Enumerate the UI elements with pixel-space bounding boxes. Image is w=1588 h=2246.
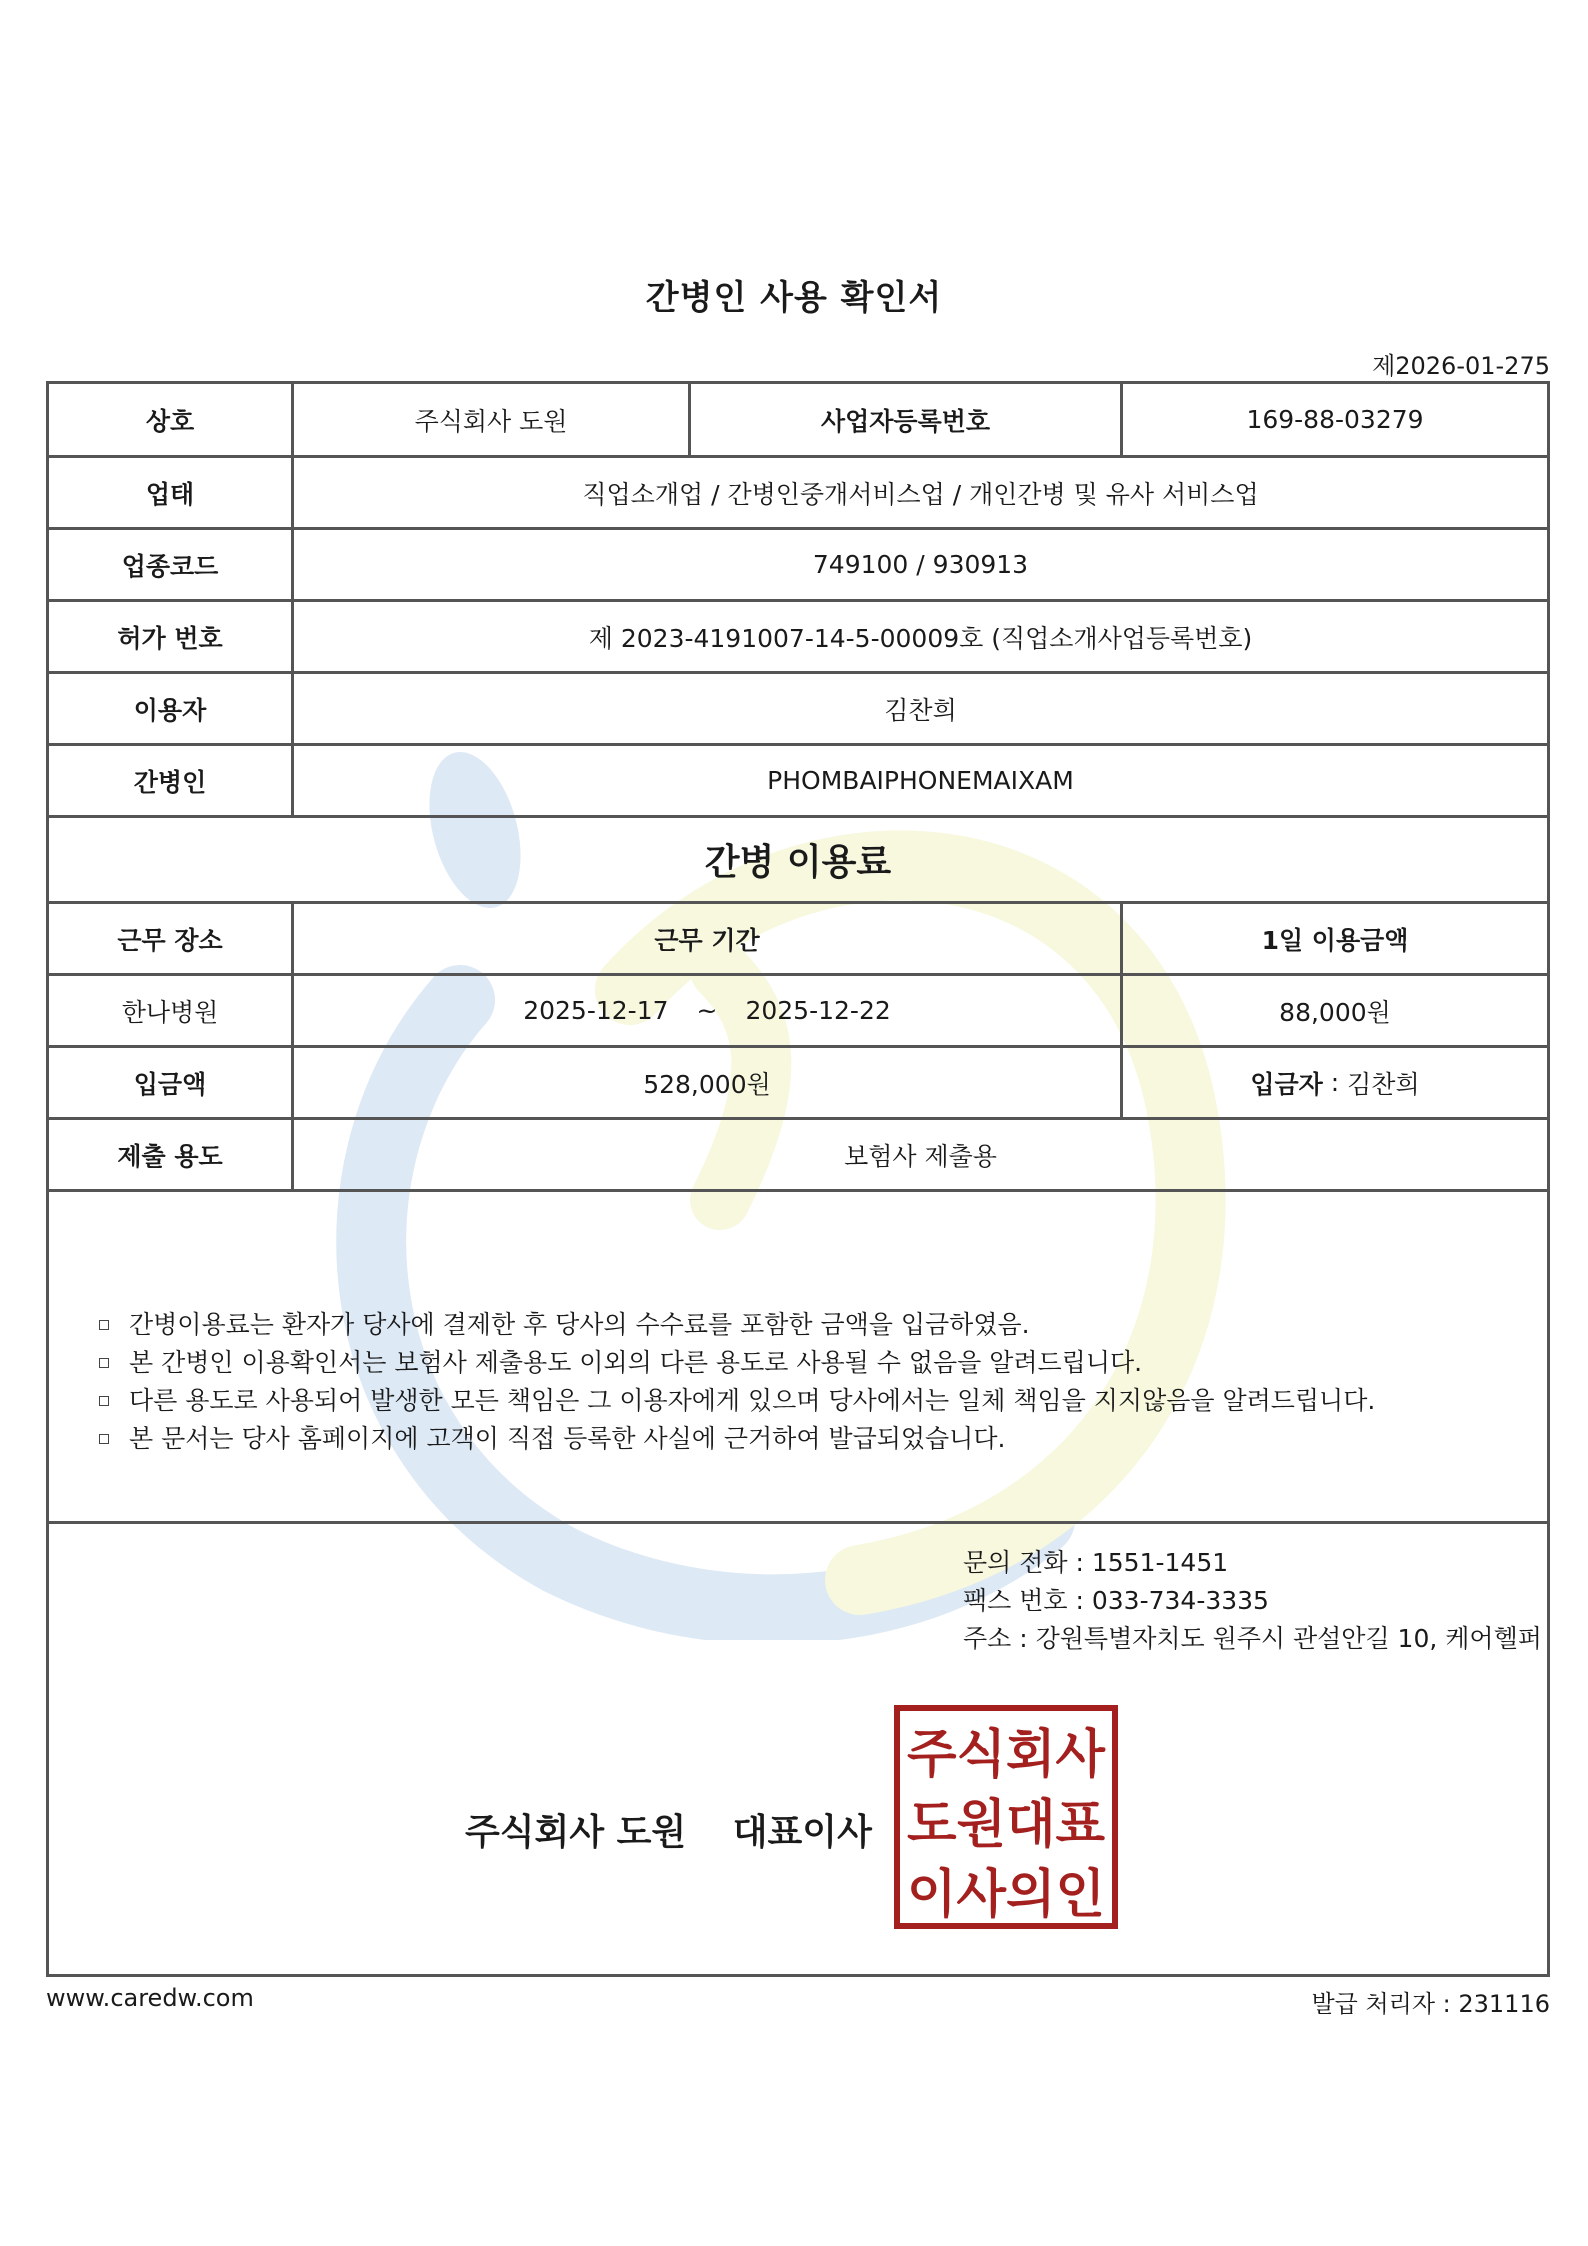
company-row bbox=[49, 384, 1547, 458]
purpose-label: 제출 용도 bbox=[49, 1120, 294, 1189]
purpose-value: 보험사 제출용 bbox=[844, 1141, 997, 1171]
fee-section-title: 간병 이용료 bbox=[704, 842, 892, 883]
note-text: 간병이용료는 환자가 당사에 결제한 후 당사의 수수료를 포함한 금액을 입금하였음. bbox=[129, 1310, 1030, 1339]
note-item bbox=[99, 1382, 1519, 1420]
contact-phone: 문의 전화 : 1551-1451 bbox=[963, 1548, 1229, 1577]
document-number: 제2026-01-275 bbox=[1372, 352, 1550, 380]
business-label: 업태 bbox=[49, 458, 294, 527]
caregiver-value: PHOMBAIPHONEMAIXAM bbox=[767, 766, 1074, 795]
period-value bbox=[294, 976, 1123, 1045]
period-end: 2025-12-22 bbox=[745, 996, 891, 1025]
business-value: 직업소개업 / 간병인중개서비스업 / 개인간병 및 유사 서비스업 bbox=[582, 479, 1259, 509]
code-value: 749100 / 930913 bbox=[812, 550, 1029, 579]
contact-info bbox=[963, 1544, 1542, 1658]
workplace-label: 근무 장소 bbox=[49, 904, 294, 973]
svg-text:이사의인: 이사의인 bbox=[907, 1865, 1105, 1925]
license-label: 허가 번호 bbox=[49, 602, 294, 671]
signer-title: 대표이사 bbox=[732, 1812, 872, 1853]
fee-title-row bbox=[49, 818, 1547, 904]
fee-header-row bbox=[49, 904, 1547, 976]
signer-company: 주식회사 도원 bbox=[465, 1812, 687, 1853]
document-title: 간병인 사용 확인서 bbox=[645, 278, 943, 318]
deposit-value: 528,000원 bbox=[294, 1048, 1123, 1117]
depositor-value: 김찬희 bbox=[1347, 1069, 1420, 1099]
square-bullet-icon bbox=[99, 1396, 109, 1406]
caregiver-row bbox=[49, 746, 1547, 818]
user-label: 이용자 bbox=[49, 674, 294, 743]
note-item bbox=[99, 1420, 1519, 1458]
user-value: 김찬희 bbox=[884, 695, 957, 725]
note-text: 본 간병인 이용확인서는 보험사 제출용도 이외의 다른 용도로 사용될 수 없음을 알려드립니다. bbox=[129, 1348, 1143, 1377]
svg-text:주식회사: 주식회사 bbox=[907, 1725, 1106, 1785]
period-label: 근무 기간 bbox=[294, 904, 1123, 973]
depositor-cell bbox=[1123, 1048, 1547, 1117]
deposit-row bbox=[49, 1048, 1547, 1120]
certificate-frame bbox=[46, 381, 1550, 1977]
bizno-label: 사업자등록번호 bbox=[691, 384, 1123, 455]
note-item bbox=[99, 1344, 1519, 1382]
company-value: 주식회사 도원 bbox=[294, 384, 691, 455]
daily-amount-label: 1일 이용금액 bbox=[1261, 925, 1409, 955]
depositor-separator: : bbox=[1322, 1068, 1348, 1097]
footer-website: www.caredw.com bbox=[46, 1984, 254, 2012]
user-row bbox=[49, 674, 1547, 746]
period-separator: ~ bbox=[696, 996, 718, 1025]
fee-value-row bbox=[49, 976, 1547, 1048]
note-item bbox=[99, 1306, 1519, 1344]
deposit-label: 입금액 bbox=[49, 1048, 294, 1117]
note-text: 다른 용도로 사용되어 발생한 모든 책임은 그 이용자에게 있으며 당사에서는 일체 책임을 지지않음을 알려드립니다. bbox=[129, 1386, 1376, 1415]
contact-fax: 팩스 번호 : 033-734-3335 bbox=[963, 1586, 1269, 1615]
contact-address: 주소 : 강원특별자치도 원주시 관설안길 10, 케어헬퍼 bbox=[963, 1624, 1542, 1653]
code-label: 업종코드 bbox=[49, 530, 294, 599]
workplace-value: 한나병원 bbox=[49, 976, 294, 1045]
depositor-label: 입금자 bbox=[1250, 1069, 1323, 1099]
caregiver-label: 간병인 bbox=[49, 746, 294, 815]
code-row bbox=[49, 530, 1547, 602]
square-bullet-icon bbox=[99, 1434, 109, 1444]
notes-list bbox=[99, 1306, 1519, 1458]
period-start: 2025-12-17 bbox=[523, 996, 669, 1025]
company-seal-stamp bbox=[893, 1704, 1119, 1930]
square-bullet-icon bbox=[99, 1358, 109, 1368]
business-row bbox=[49, 458, 1547, 530]
bizno-value: 169-88-03279 bbox=[1246, 405, 1424, 434]
license-value: 제 2023-4191007-14-5-00009호 (직업소개사업등록번호) bbox=[588, 623, 1253, 653]
company-label: 상호 bbox=[49, 384, 294, 455]
footer-issuer: 발급 처리자 : 231116 bbox=[1311, 1990, 1550, 2018]
signer-block bbox=[465, 1804, 872, 1855]
svg-text:도원대표: 도원대표 bbox=[907, 1795, 1105, 1855]
square-bullet-icon bbox=[99, 1320, 109, 1330]
note-text: 본 문서는 당사 홈페이지에 고객이 직접 등록한 사실에 근거하여 발급되었습니다. bbox=[129, 1424, 1006, 1453]
daily-amount-value: 88,000원 bbox=[1279, 997, 1391, 1027]
purpose-row bbox=[49, 1120, 1547, 1192]
license-row bbox=[49, 602, 1547, 674]
